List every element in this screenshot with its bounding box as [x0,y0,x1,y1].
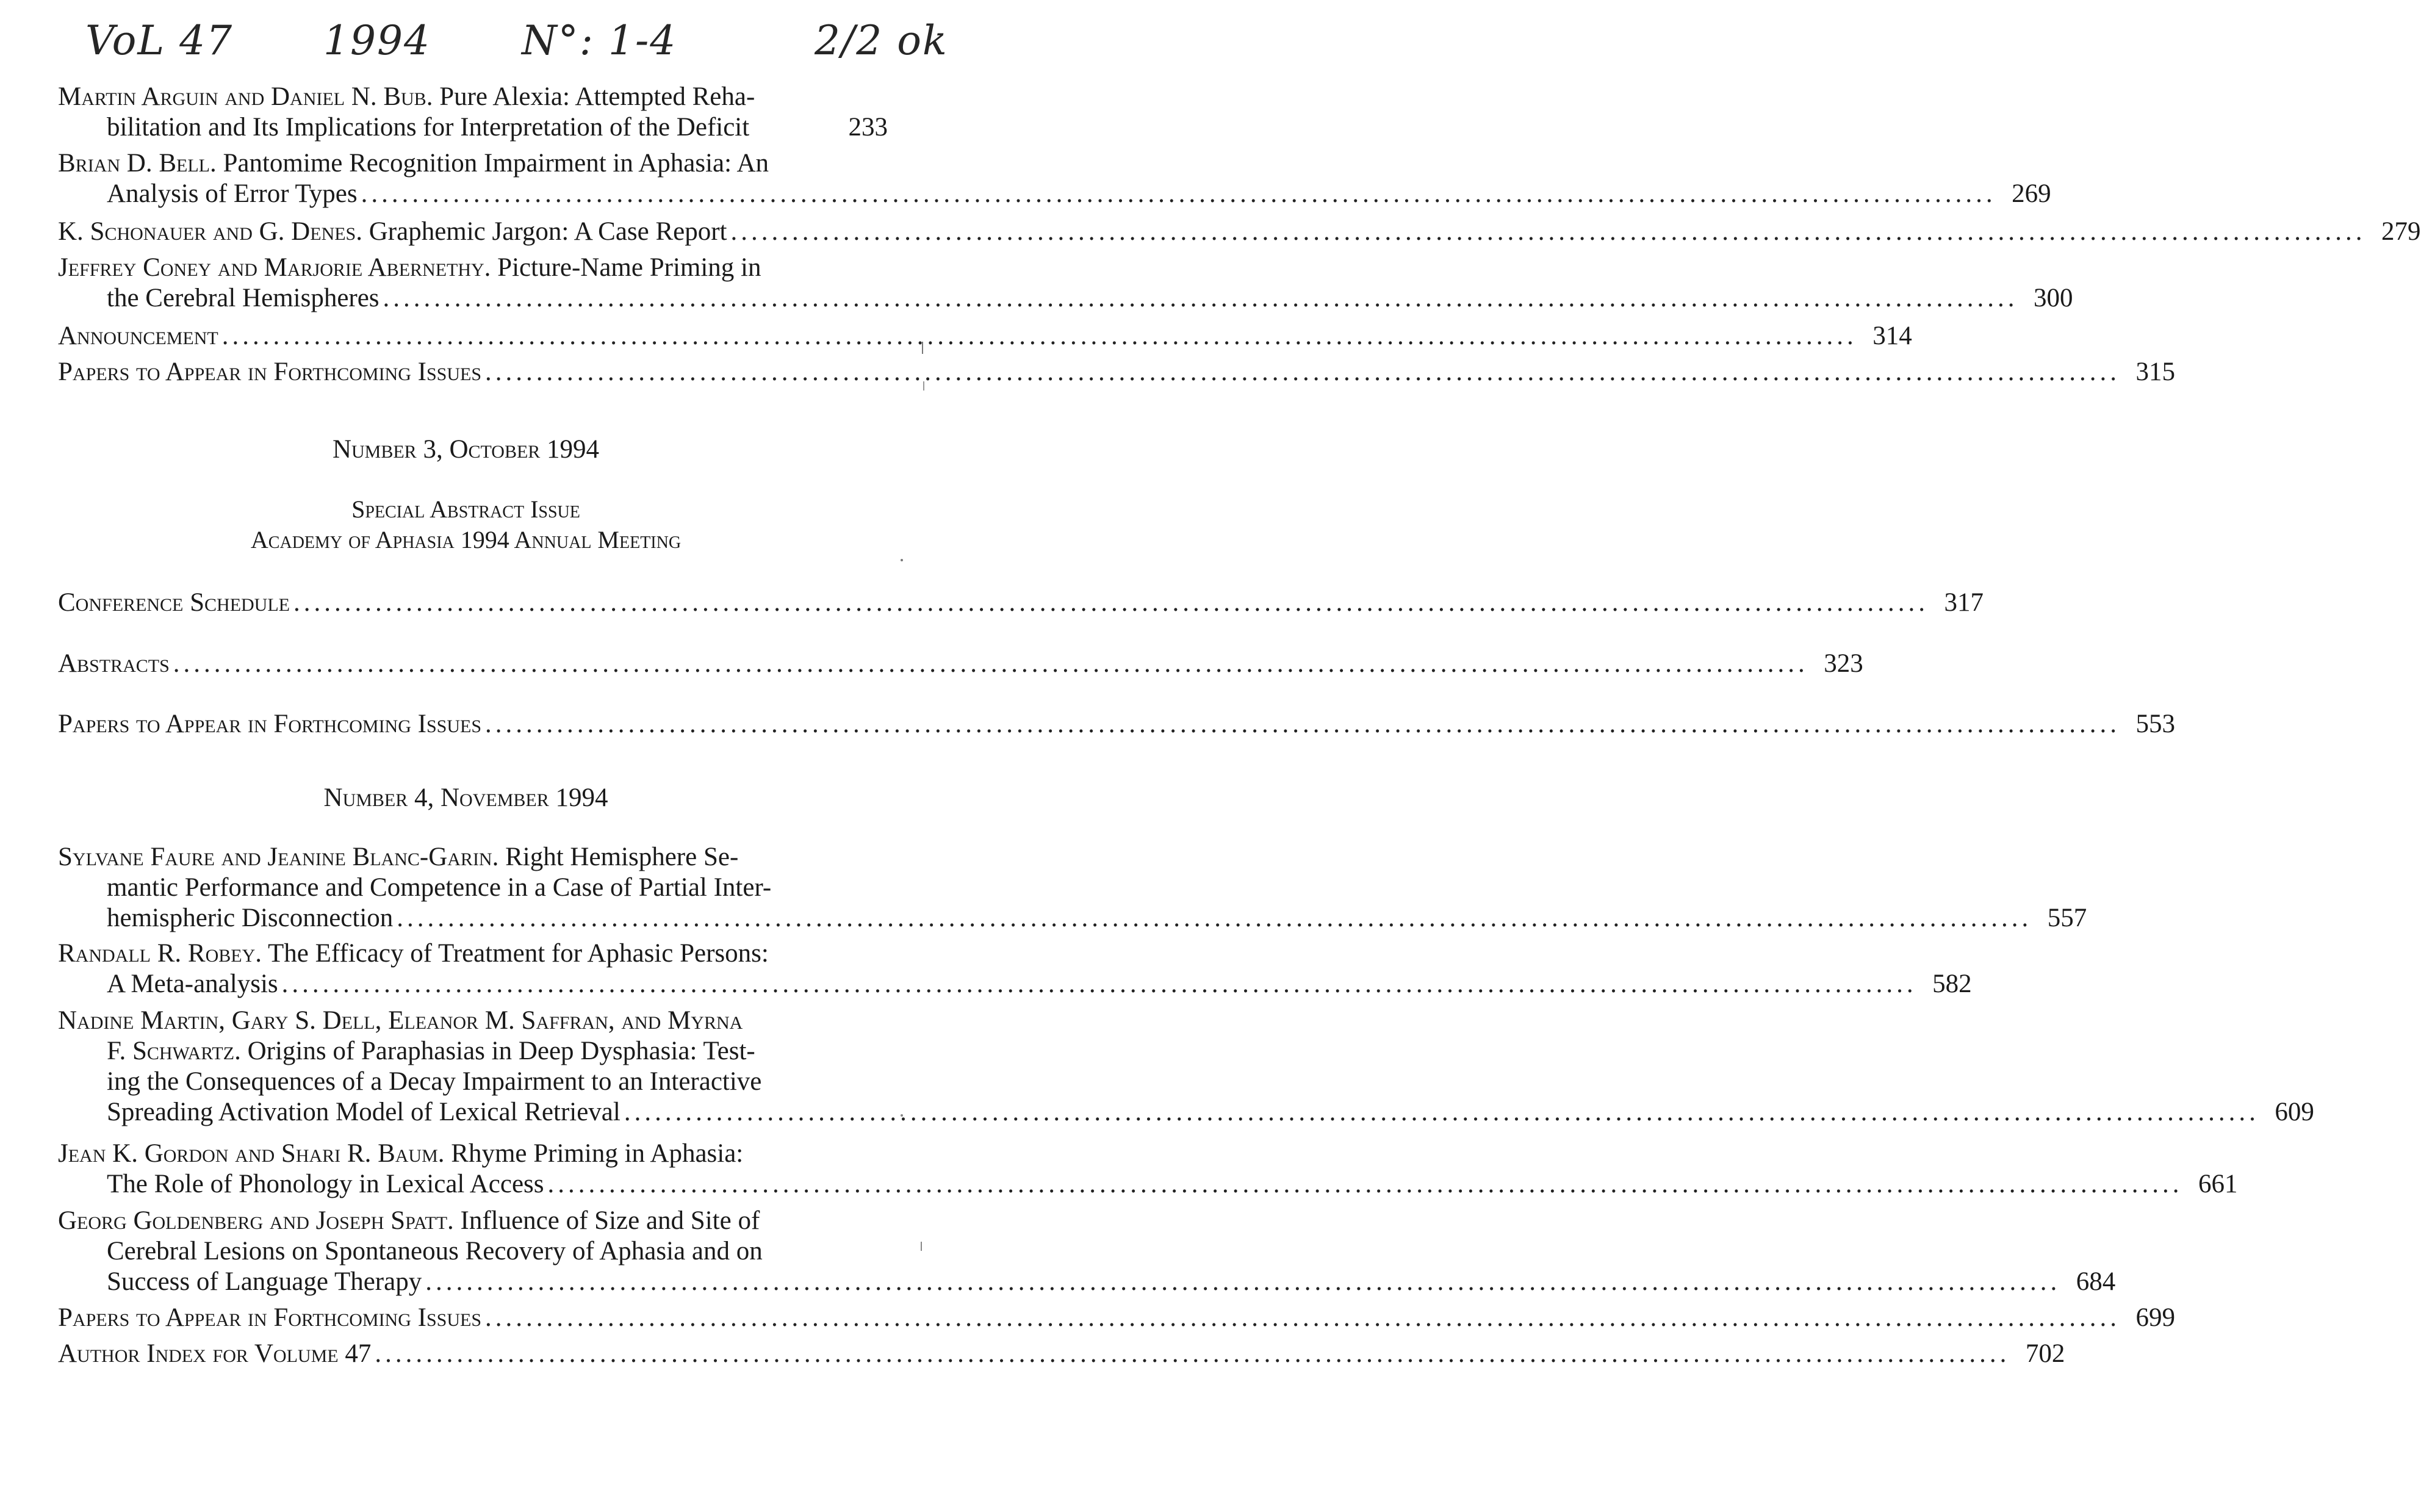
entry-label: Papers to Appear in Forthcoming Issues [58,710,481,738]
entry-page-number: 699 [2135,1303,2175,1332]
entry-page-number: 661 [2198,1170,2238,1198]
entry-title: bilitation and Its Implications for Interpretation of the Deficit [107,113,750,142]
entry-title: A Meta-analysis [107,970,278,998]
entry-label: Author Index for Volume 47 [58,1339,372,1368]
entry-page-number: 609 [2275,1098,2314,1126]
entry-page-number: 269 [2012,179,2051,208]
entry-title: Cerebral Lesions on Spontaneous Recovery of Aphasia and on [107,1237,763,1265]
scan-specks [0,0,932,1512]
entry-title: Spreading Activation Model of Lexical Retrieval [107,1098,621,1126]
handwritten-year: 1994 [323,17,431,64]
entry-title: Picture-Name Priming in [497,253,761,282]
entry-label: Conference Schedule [58,588,290,617]
issue-subheading: Special Abstract Issue [351,495,580,523]
entry-title: mantic Performance and Competence in a Case of Partial Inter- [107,873,772,902]
entry-label: Papers to Appear in Forthcoming Issues [58,1303,481,1332]
entry-title: Graphemic Jargon: A Case Report [369,217,727,246]
entry-page-number: 314 [1872,322,1912,350]
entry-page-number: 300 [2034,284,2073,312]
entry-authors: Brian D. Bell. [58,149,217,178]
entry-title: The Role of Phonology in Lexical Access [107,1170,544,1198]
entry-title: Right Hemisphere Se- [505,843,739,871]
issue-subheading: Academy of Aphasia 1994 Annual Meeting [250,526,682,553]
handwritten-volume: VoL 47 [85,17,234,64]
scan-speck [901,1114,903,1117]
entry-authors: Jean K. Gordon and Shari R. Baum. [58,1139,445,1168]
entry-page-number: 315 [2135,358,2175,386]
handwritten-status: 2/2 ok [815,17,948,64]
issue-heading: Number 4, November 1994 [323,783,608,812]
entry-title: Influence of Size and Site of [460,1206,760,1235]
entry-page-number: 557 [2047,904,2087,932]
entry-label: Papers to Appear in Forthcoming Issues [58,358,481,386]
entry-authors: Sylvane Faure and Jeanine Blanc-Garin. [58,843,499,871]
issue-heading: Number 3, October 1994 [332,435,600,464]
entry-title: Analysis of Error Types [107,179,358,208]
entry-authors: K. Schonauer and G. Denes. [58,217,362,246]
entry-title: hemispheric Disconnection [107,904,394,932]
entry-authors: Jeffrey Coney and Marjorie Abernethy. [58,253,491,282]
entry-page-number: 553 [2135,710,2175,738]
entry-title: Origins of Paraphasias in Deep Dysphasia: Test- [247,1037,755,1065]
entry-authors: Martin Arguin and Daniel N. Bub. [58,82,433,111]
entry-page-number: 317 [1944,588,1984,617]
entry-page-number: 684 [2076,1267,2116,1296]
entry-authors: F. Schwartz. [107,1037,241,1065]
handwritten-numbers: N°: 1-4 [522,17,677,64]
scan-speck [901,559,903,561]
entry-title: the Cerebral Hemispheres [107,284,380,312]
entry-page-number: 323 [1824,649,1863,678]
entry-page-number: 233 [848,113,888,142]
entry-title: Pantomime Recognition Impairment in Aphasia: An [223,149,769,178]
entry-page-number: 702 [2025,1339,2065,1368]
entry-label: Announcement [58,322,218,350]
dot-leader [731,217,2366,247]
entry-authors: Georg Goldenberg and Joseph Spatt. [58,1206,454,1235]
entry-page-number: 582 [1932,970,1972,998]
entry-title: Success of Language Therapy [107,1267,422,1296]
entry-label: Abstracts [58,649,170,678]
entry-title: ing the Consequences of a Decay Impairment to an Interactive [107,1067,762,1096]
entry-page-number: 279 [2381,217,2421,246]
entry-title: Rhyme Priming in Aphasia: [451,1139,744,1168]
entry-authors: Nadine Martin, Gary S. Dell, Eleanor M. Saffran, and Myrna [58,1006,743,1035]
entry-title: The Efficacy of Treatment for Aphasic Persons: [268,939,769,968]
entry-title: Pure Alexia: Attempted Reha- [439,82,755,111]
entry-authors: Randall R. Robey. [58,939,262,968]
